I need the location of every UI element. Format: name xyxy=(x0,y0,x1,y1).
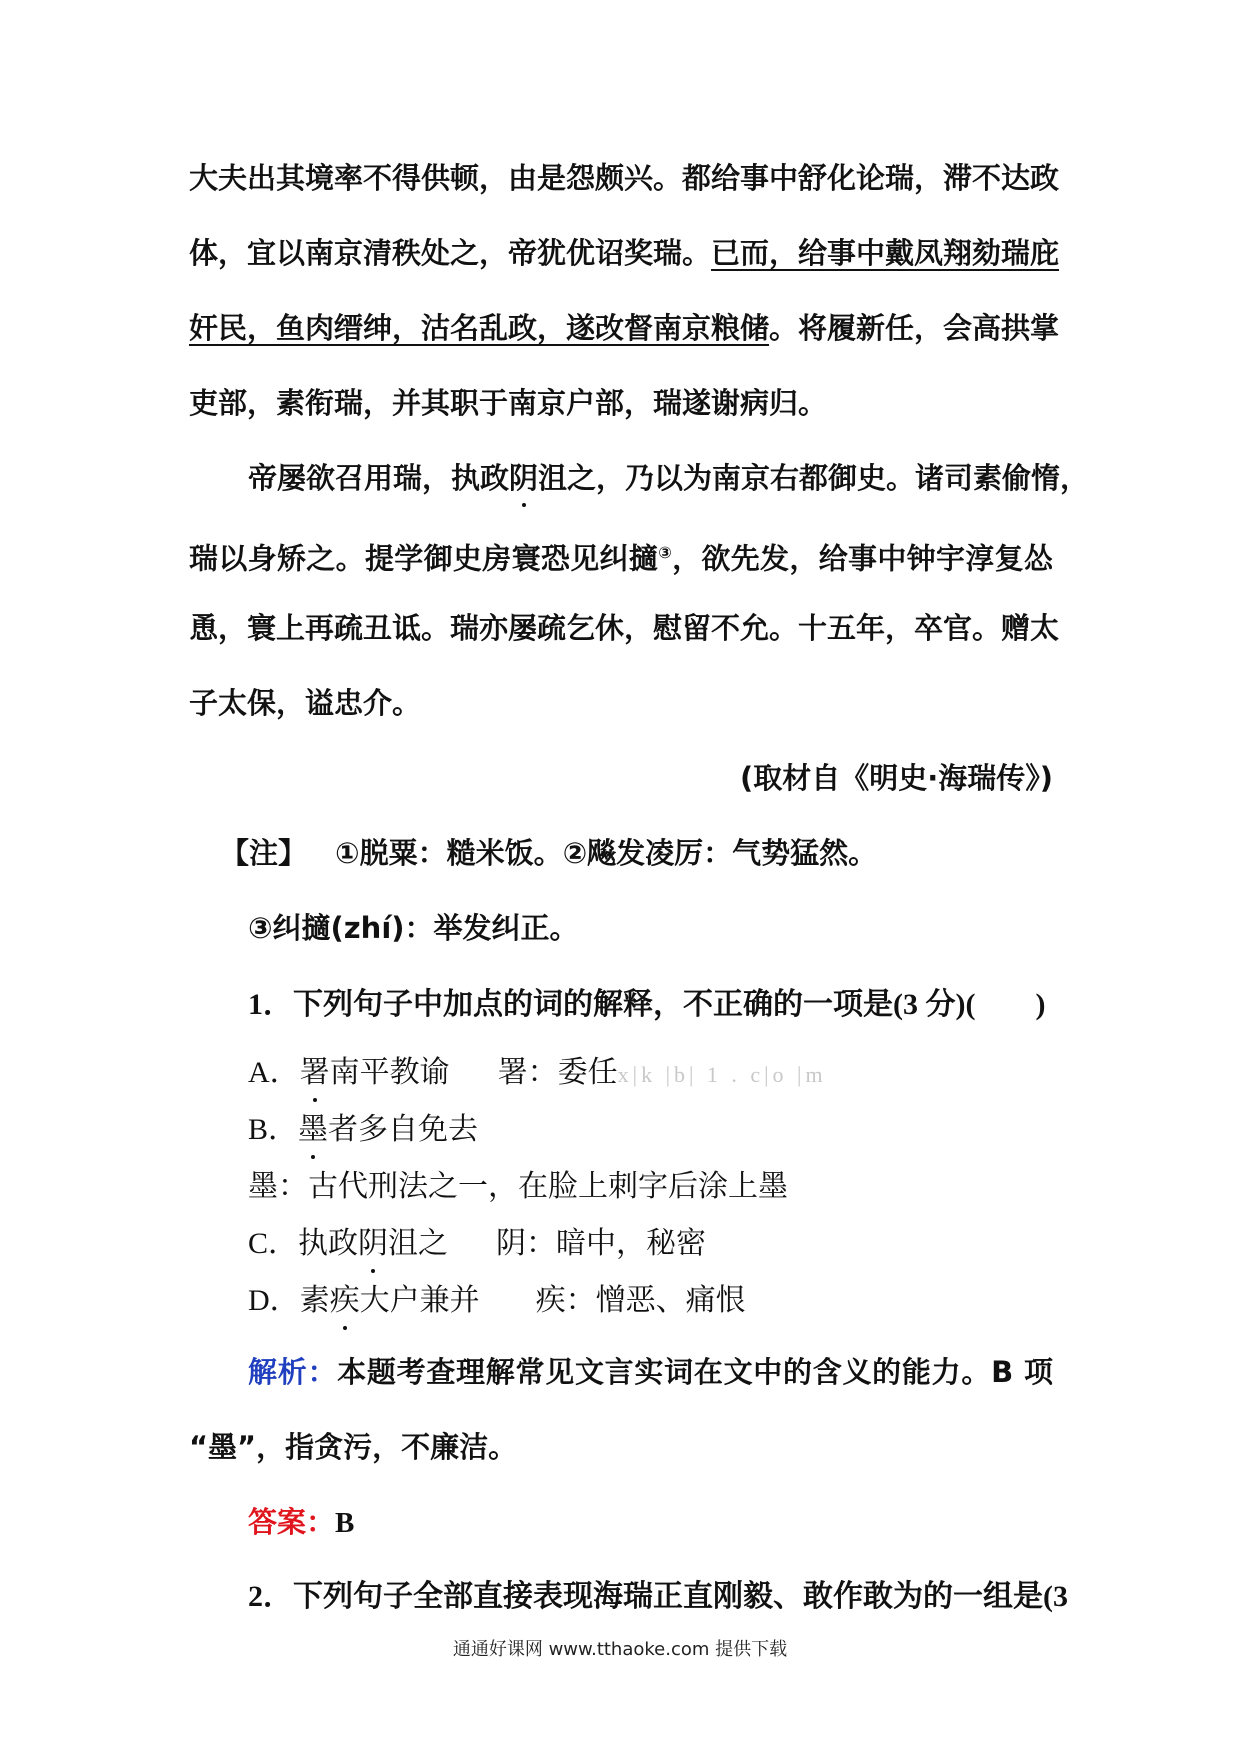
note-text: ③纠擿(zhí)：举发纠正。 xyxy=(248,911,579,945)
source-citation: (取材自《明史·海瑞传》) xyxy=(739,761,1053,795)
analysis-line-2 xyxy=(189,1427,1053,1467)
option-definition: 疾：憎恶、痛恨 xyxy=(535,1284,746,1317)
option-text: 素 xyxy=(299,1284,330,1317)
passage-line-4 xyxy=(189,383,1053,423)
option-definition: 署：委任 xyxy=(497,1056,618,1089)
option-b-definition xyxy=(248,1167,1053,1207)
passage-text: 帝屡欲召用瑞，执政 xyxy=(248,461,510,495)
passage-text: 。将履新任，会高拱掌 xyxy=(769,311,1060,345)
analysis-text: “墨”，指贪污，不廉洁。 xyxy=(189,1430,518,1464)
option-text: 执政 xyxy=(298,1227,359,1260)
option-label: A． xyxy=(248,1056,300,1089)
answer-line xyxy=(248,1502,1053,1543)
dotted-character: 署 xyxy=(300,1053,330,1093)
passage-text: 体，宜以南京清秩处之，帝犹优诏奖瑞。 xyxy=(189,236,712,270)
passage-line-3 xyxy=(189,308,1060,348)
notes-line-2 xyxy=(248,908,1053,948)
option-label: B． xyxy=(248,1113,299,1146)
page-footer xyxy=(0,1635,1240,1661)
option-definition: 阴：暗中，秘密 xyxy=(496,1227,707,1260)
option-d xyxy=(248,1281,1053,1321)
footer-text: 通通好课网 www.tthaoke.com 提供下载 xyxy=(452,1639,788,1660)
passage-text: 大夫出其境率不得供顿，由是怨颇兴。都给事中舒化论瑞，滞不达政 xyxy=(189,161,1060,195)
passage-line-1 xyxy=(189,158,1060,198)
option-a xyxy=(248,1053,1053,1095)
underlined-sentence: 奸民，鱼肉缙绅，沽名乱政，遂改督南京粮储 xyxy=(189,311,770,345)
option-c xyxy=(248,1224,1053,1264)
passage-line-7 xyxy=(189,608,1060,648)
answer-label: 答案： xyxy=(248,1505,336,1539)
option-label: C． xyxy=(248,1227,299,1260)
question-text: 2．下列句子全部直接表现海瑞正直刚毅、敢作敢为的一组是(3 xyxy=(248,1580,1068,1613)
passage-line-8 xyxy=(189,683,1053,723)
passage-line-2 xyxy=(189,233,1060,273)
analysis-text: 本题考查理解常见文言实词在文中的含义的能力。B 项 xyxy=(337,1355,1053,1389)
dotted-character: 疾 xyxy=(330,1281,360,1321)
question-2-stem xyxy=(248,1577,1068,1617)
passage-text: ，欲先发，给事中钟宇淳复怂 xyxy=(672,541,1053,576)
option-b xyxy=(248,1110,1053,1150)
footnote-marker: ③ xyxy=(658,543,673,562)
passage-text: 子太保，谥忠介。 xyxy=(189,686,422,720)
option-label: D． xyxy=(248,1284,300,1317)
passage-text: 瑞以身矫之。提学御史房寰恐见纠擿 xyxy=(189,541,659,576)
passage-text: 吏部，素衔瑞，并其职于南京户部，瑞遂谢病归。 xyxy=(189,386,828,420)
option-text: 沮之 xyxy=(388,1227,449,1260)
dotted-character: 墨 xyxy=(298,1110,328,1150)
note-text: ①脱粟：糙米饭。②飚发凌厉：气势猛然。 xyxy=(335,836,878,870)
passage-source xyxy=(189,758,1053,798)
option-definition: 墨：古代刑法之一，在脸上刺字后涂上墨 xyxy=(248,1170,788,1203)
passage-text: 恿，寰上再疏丑诋。瑞亦屡疏乞休，慰留不允。十五年，卒官。赠太 xyxy=(189,611,1060,645)
answer-value: B xyxy=(335,1507,355,1539)
notes-line-1 xyxy=(220,833,1053,873)
dotted-character: 阴 xyxy=(509,458,538,498)
passage-line-5 xyxy=(248,458,1090,498)
dotted-character: 阴 xyxy=(358,1224,388,1264)
option-text: 南平教谕 xyxy=(329,1056,450,1089)
option-text: 者多自免去 xyxy=(328,1113,479,1146)
passage-line-6 xyxy=(189,533,1053,579)
notes-label: 【注】 xyxy=(220,836,308,870)
passage-text: 沮之，乃以为南京右都御史。诸司素偷惰， xyxy=(538,461,1090,495)
watermark: x|k |b| 1 . c|o |m xyxy=(617,1062,827,1087)
analysis-line-1 xyxy=(248,1352,1053,1392)
underlined-sentence: 已而，给事中戴凤翔劾瑞庇 xyxy=(711,236,1060,270)
analysis-label: 解析： xyxy=(248,1355,338,1389)
question-text: 1．下列句子中加点的词的解释，不正确的一项是(3 分)( ) xyxy=(248,988,1046,1021)
question-1-stem xyxy=(248,985,1053,1025)
option-text: 大户兼并 xyxy=(359,1284,480,1317)
